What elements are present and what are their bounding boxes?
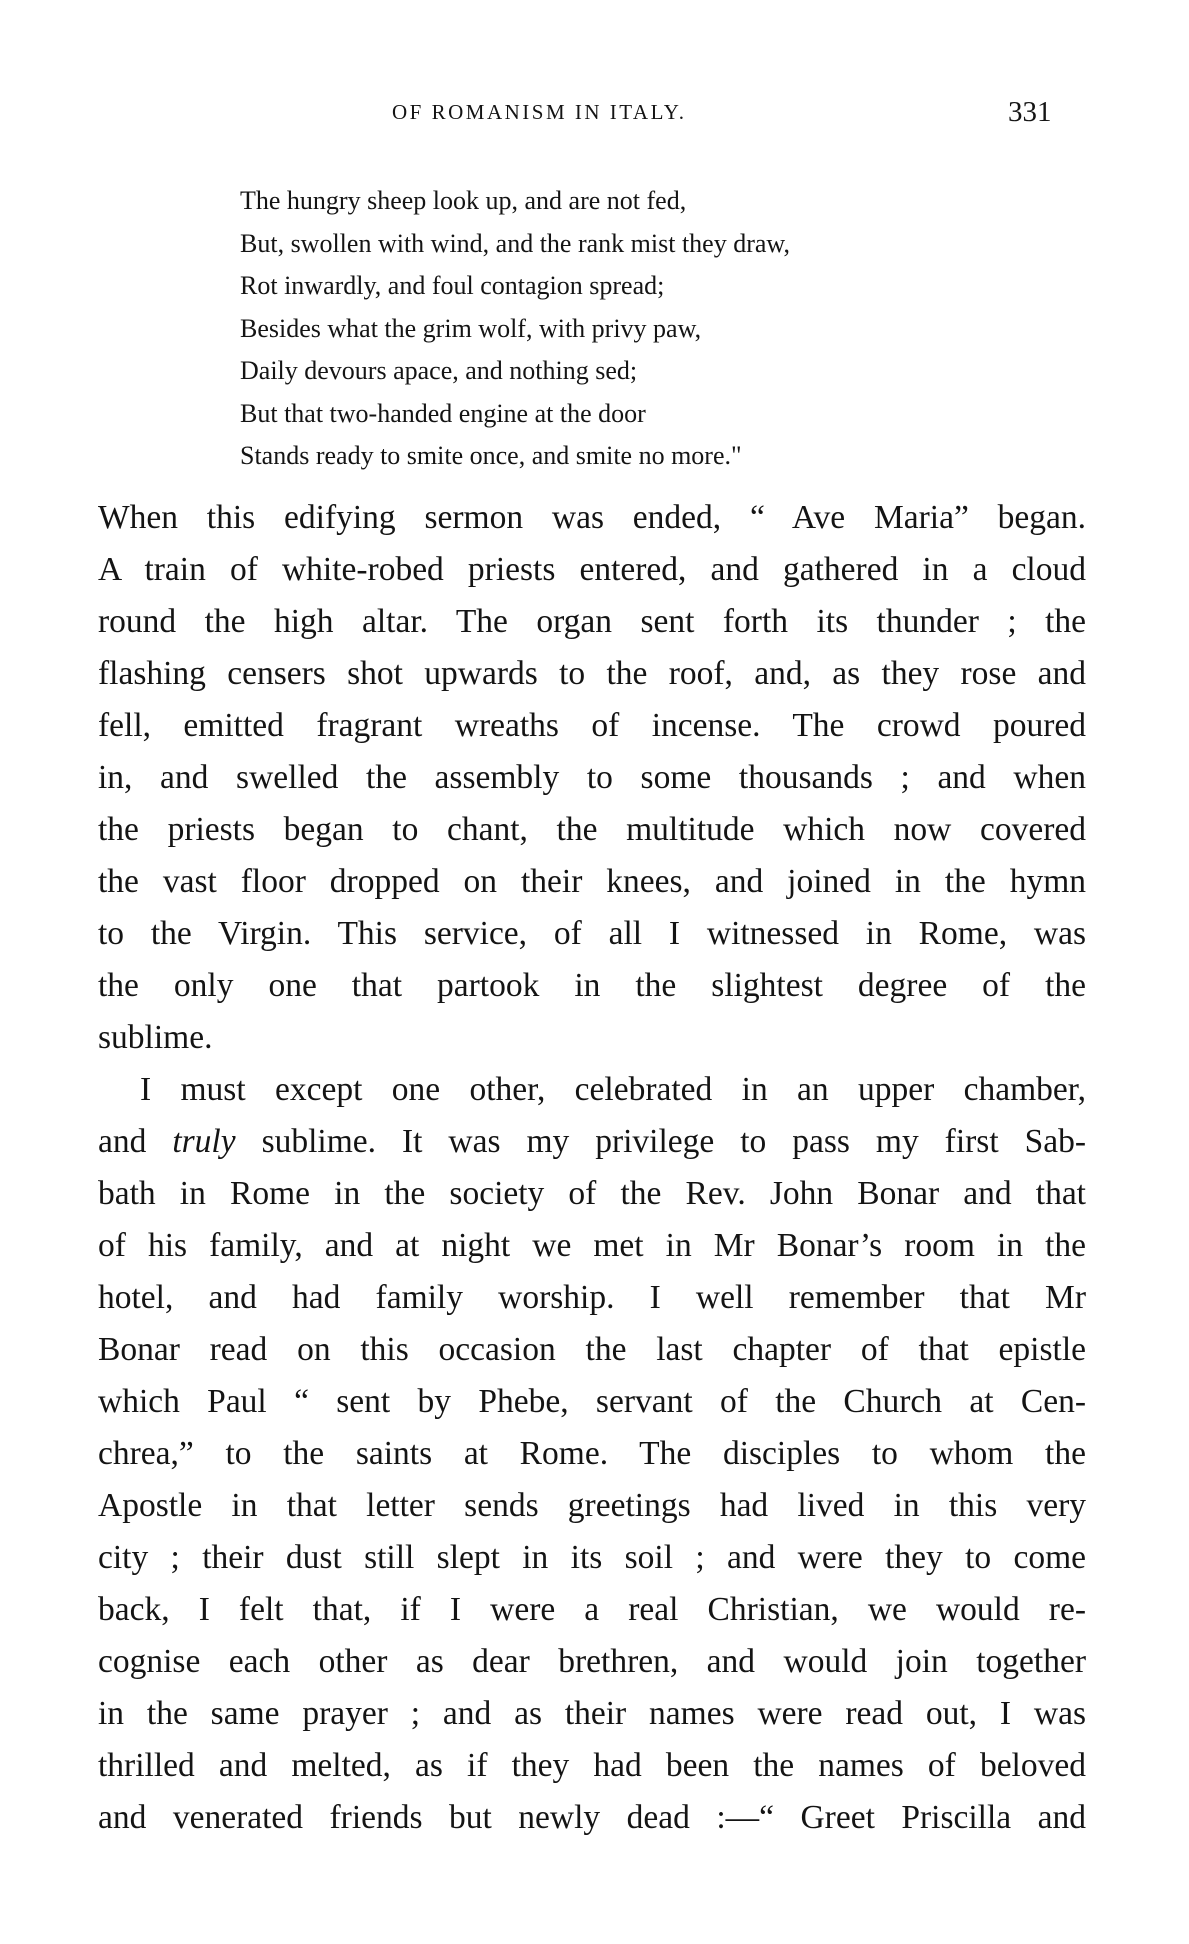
- verse-line: But, swollen with wind, and the rank mist they draw,: [240, 228, 791, 258]
- text-line: When this edifying sermon was ended, “ Ave Maria” began.: [98, 499, 1086, 536]
- verse-line: But that two-handed engine at the door: [240, 398, 646, 428]
- text-line: Apostle in that letter sends greetings had lived in this very: [98, 1487, 1086, 1524]
- text-line: round the high altar. The organ sent forth its thunder ; the: [98, 603, 1086, 640]
- running-title: OF ROMANISM IN ITALY.: [392, 100, 687, 124]
- verse-line: Daily devours apace, and nothing sed;: [240, 356, 638, 385]
- paragraph-upper-chamber: [98, 1064, 1086, 1844]
- verse-line: The hungry sheep look up, and are not fed,: [240, 186, 687, 215]
- text-line: hotel, and had family worship. I well remember that Mr: [98, 1279, 1086, 1316]
- text-line: and venerated friends but newly dead :—“ Greet Priscilla and: [98, 1799, 1086, 1836]
- paragraph-sermon: [98, 492, 1086, 1064]
- text-line: in the same prayer ; and as their names were read out, I was: [98, 1695, 1086, 1732]
- text-line: chrea,” to the saints at Rome. The disciples to whom the: [98, 1435, 1086, 1472]
- text-line: bath in Rome in the society of the Rev. John Bonar and that: [98, 1175, 1086, 1212]
- text-line: cognise each other as dear brethren, and would join together: [98, 1643, 1086, 1680]
- text-line: thrilled and melted, as if they had been the names of beloved: [98, 1747, 1086, 1784]
- text-line: of his family, and at night we met in Mr Bonar’s room in the: [98, 1227, 1086, 1264]
- text-line: fell, emitted fragrant wreaths of incense. The crowd poured: [98, 707, 1086, 744]
- text-line: sublime.: [98, 1019, 213, 1056]
- verse-line: Stands ready to smite once, and smite no more.": [240, 441, 742, 470]
- text-line: the only one that partook in the slightest degree of the: [98, 967, 1086, 1004]
- text-line: Bonar read on this occasion the last chapter of that epistle: [98, 1331, 1086, 1368]
- running-head: [0, 96, 1189, 136]
- text-line: flashing censers shot upwards to the roof, and, as they rose and: [98, 655, 1086, 692]
- text-line: I must except one other, celebrated in an upper chamber,: [140, 1071, 1086, 1108]
- text-line: in, and swelled the assembly to some thousands ; and when: [98, 759, 1086, 796]
- body-text: [98, 492, 1086, 1844]
- text-line: city ; their dust still slept in its soil ; and were they to come: [98, 1539, 1086, 1576]
- text-line: A train of white-robed priests entered, and gathered in a cloud: [98, 551, 1086, 588]
- text-line: the vast floor dropped on their knees, and joined in the hymn: [98, 863, 1086, 900]
- text-span: sublime. It was my privilege to pass my first Sab-: [235, 1123, 1086, 1160]
- text-line: back, I felt that, if I were a real Christian, we would re-: [98, 1591, 1086, 1628]
- text-line: to the Virgin. This service, of all I witnessed in Rome, was: [98, 915, 1086, 952]
- italic-emphasis: truly: [172, 1123, 236, 1160]
- verse-quotation: [240, 180, 1060, 478]
- verse-line: Rot inwardly, and foul contagion spread;: [240, 271, 665, 300]
- text-line: [98, 1116, 1086, 1168]
- text-line: which Paul “ sent by Phebe, servant of the Church at Cen-: [98, 1383, 1086, 1420]
- page-number: 331: [1008, 96, 1052, 128]
- verse-line: Besides what the grim wolf, with privy paw,: [240, 313, 702, 343]
- text-line: the priests began to chant, the multitude which now covered: [98, 811, 1086, 848]
- text-span: and: [98, 1123, 173, 1160]
